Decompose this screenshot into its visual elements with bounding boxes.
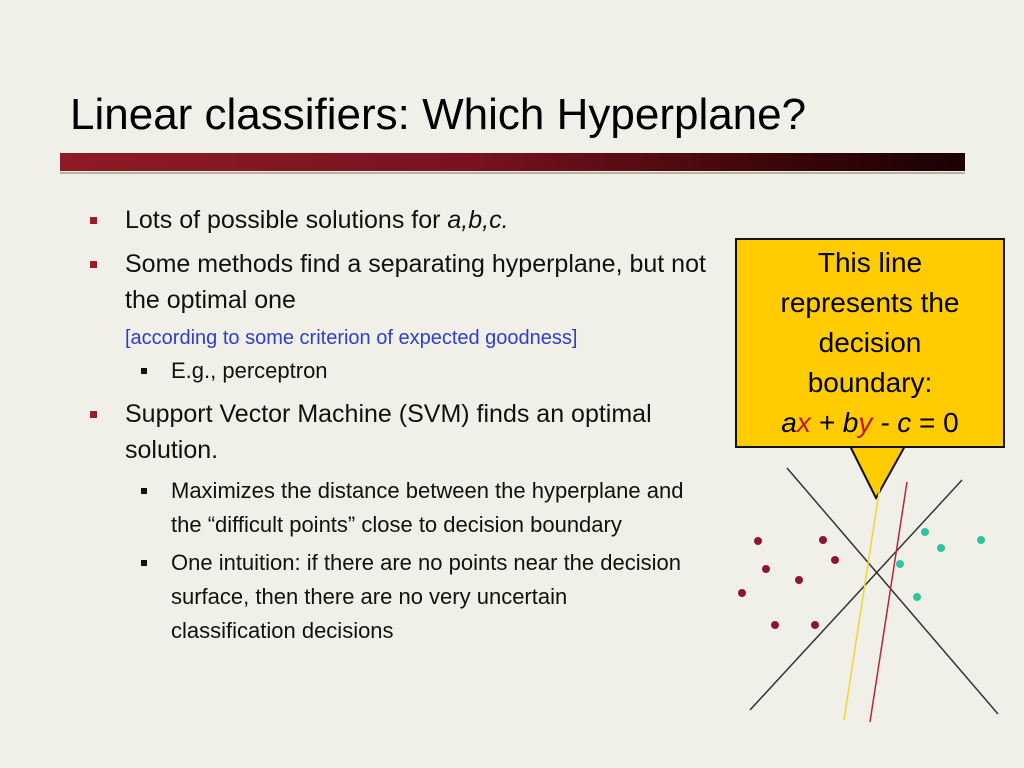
data-point-class-b <box>896 560 904 568</box>
crossing-line-b <box>750 480 962 710</box>
bullet-text: Support Vector Machine (SVM) finds an optimal solution. <box>125 400 652 464</box>
sub-bullet-marker-icon <box>141 368 147 374</box>
eq-equals: = 0 <box>911 407 959 438</box>
eq-minus: - <box>872 407 898 438</box>
bullet-marker-icon <box>90 411 97 418</box>
sub-bullet-marker-icon <box>141 560 147 566</box>
sub-bullet-text: E.g., perceptron <box>171 358 328 383</box>
data-point-class-a <box>831 556 839 564</box>
bullet-text: Some methods find a separating hyperplane, but not the optimal one <box>125 250 706 314</box>
bullet-item <box>88 396 728 648</box>
boundary-equation <box>737 403 1003 443</box>
class-a-points <box>738 536 839 629</box>
criterion-note: [according to some criterion of expected goodness] <box>125 327 578 349</box>
sub-bullet-marker-icon <box>141 488 147 494</box>
data-point-class-a <box>771 621 779 629</box>
data-point-class-b <box>921 528 929 536</box>
title-underline-bar <box>60 153 965 171</box>
bullet-italic-text: a,b,c. <box>447 206 509 234</box>
crossing-line-a <box>787 468 998 714</box>
callout-line: boundary: <box>807 367 933 398</box>
sub-bullet-item <box>88 354 691 388</box>
slide-title: Linear classifiers: Which Hyperplane? <box>70 90 807 139</box>
callout-line: represents the <box>780 287 960 318</box>
class-b-points <box>896 528 985 601</box>
data-point-class-a <box>795 576 803 584</box>
sub-bullet-item <box>88 474 691 542</box>
red-boundary-line <box>870 482 907 722</box>
eq-y: y <box>858 407 873 438</box>
data-point-class-a <box>738 589 746 597</box>
data-point-class-a <box>811 621 819 629</box>
data-point-class-b <box>977 536 985 544</box>
callout-pointer <box>850 446 905 498</box>
sub-bullet-item <box>88 546 691 648</box>
data-point-class-a <box>762 565 770 573</box>
callout-line: decision <box>818 327 922 358</box>
sub-bullet-list <box>125 354 728 388</box>
eq-a: a <box>781 407 797 438</box>
bullet-marker-icon <box>90 217 97 224</box>
bullet-text: Lots of possible solutions for <box>125 206 448 234</box>
eq-plus: + <box>810 407 843 438</box>
sub-bullet-text: Maximizes the distance between the hyperplane and the “difficult points” close to decision boundary <box>171 478 684 537</box>
data-point-class-b <box>913 593 921 601</box>
yellow-boundary-line <box>844 486 880 720</box>
eq-x: x <box>796 407 811 438</box>
bullet-item <box>88 246 728 388</box>
bullet-marker-icon <box>90 261 97 268</box>
eq-b: b <box>842 407 859 438</box>
bullet-list <box>88 202 728 656</box>
sub-bullet-text: One intuition: if there are no points near the decision surface, then there are no very uncertain classification decisions <box>171 550 681 643</box>
sub-bullet-list <box>125 474 728 648</box>
bullet-item <box>88 202 728 238</box>
data-point-class-b <box>937 544 945 552</box>
callout-box <box>735 238 1005 448</box>
eq-c: c <box>897 407 912 438</box>
callout-line: This line <box>817 247 923 278</box>
data-point-class-a <box>754 537 762 545</box>
data-point-class-a <box>819 536 827 544</box>
